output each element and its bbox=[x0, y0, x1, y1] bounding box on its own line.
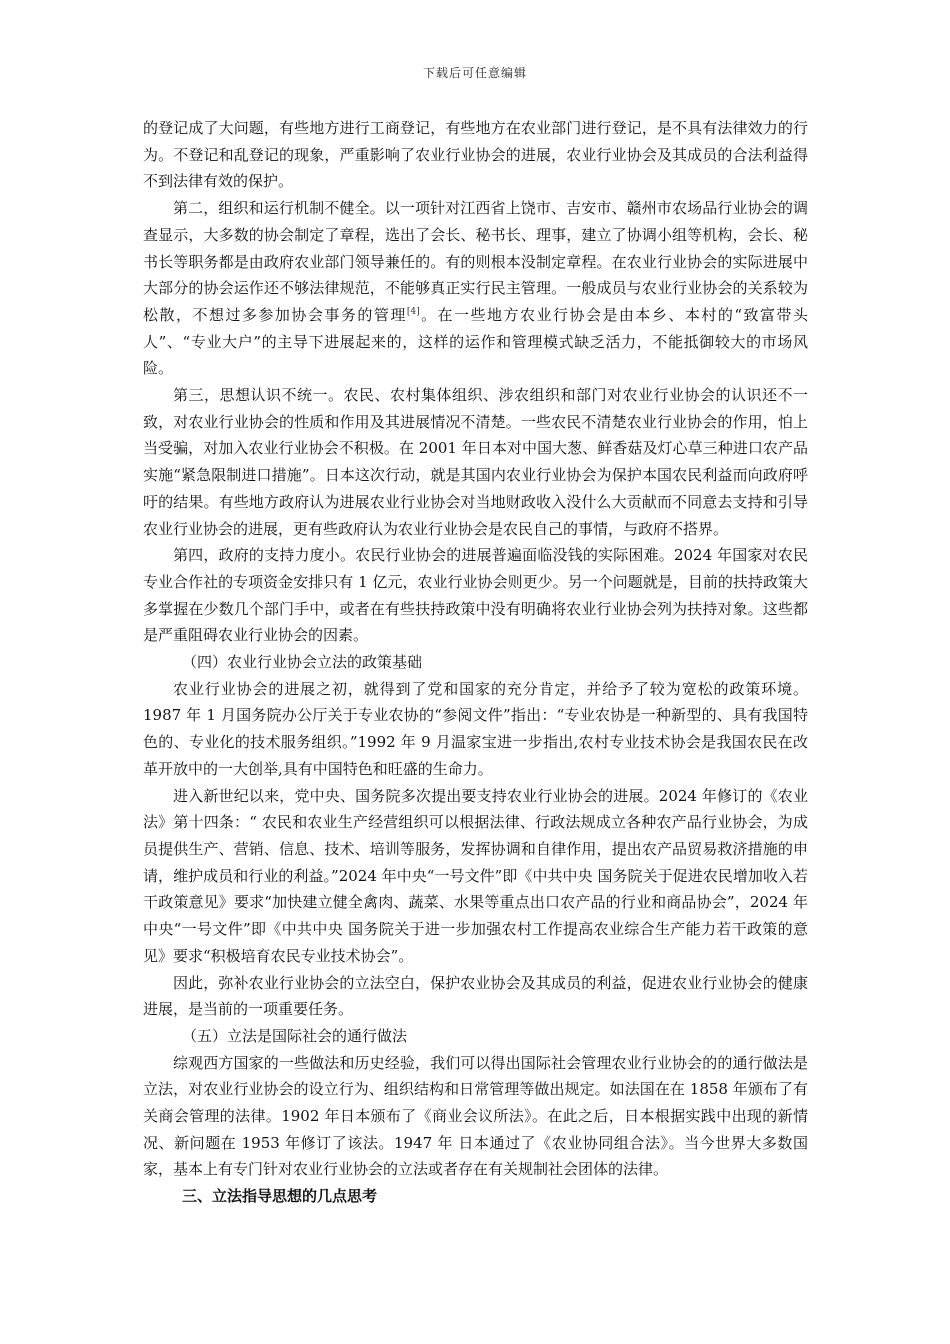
paragraph-policy-history: 农业行业协会的进展之初，就得到了党和国家的充分肯定，并给予了较为宽松的政策环境。1987 年 1 月国务院办公厅关于专业农协的“参阅文件”指出：“专业农协是一种新型的、具有我国特色的、专业化的技术服务组织。”1992 年 9 月温家宝进一步指出,农村专业技术协会是我国农民在改革开放中的一大创举,具有中国特色和旺盛的生命力。 bbox=[143, 679, 808, 778]
section-heading-three: 三、立法指导思想的几点思考 bbox=[182, 1187, 378, 1206]
paragraph-registration: 的登记成了大问题，有些地方进行工商登记，有些地方在农业部门进行登记，是不具有法律效力的行为。不登记和乱登记的现象，严重影响了农业行业协会的进展，农业行业协会及其成员的合法利益得不到法律有效的保护。 bbox=[143, 119, 808, 191]
paragraph-second-text-a: 第二，组织和运行机制不健全。以一项针对江西省上饶市、吉安市、赣州市农场品行业协会的调查显示，大多数的协会制定了章程，选出了会长、秘书长、理事，建立了协调小组等机构，会长、秘书长等职务都是由政府农业部门领导兼任的。有的则根本没制定章程。在农业行业协会的实际进展中大部分的协会运作还不够法律规范，不能够真正实行民主管理。一般成员与农业行业协会的关系较为松散，不想过多参加协会事务的管理 bbox=[143, 199, 808, 324]
page-header: 下载后可任意编辑 bbox=[422, 66, 527, 80]
subheading-policy-basis: （四）农业行业协会立法的政策基础 bbox=[182, 653, 423, 672]
paragraph-western-practice: 综观西方国家的一些做法和历史经验，我们可以得出国际社会管理农业行业协会的的通行做法是立法，对农业行业协会的设立行为、组织结构和日常管理等做出规定。如法国在在 1858 年颁布了有关商会管理的法律。1902 年日本颁布了《商业会议所法》。在此之后，日本根据实践中出现的新情况、新问题在 1953 年修订了该法。1947 年 日本通过了《农业协同组合法》。当今世界大多数国家，基本上有专门针对农业行业协会的立法或者存在有关规制社会团体的法律。 bbox=[143, 1053, 808, 1179]
citation-ref: [4] bbox=[406, 306, 420, 317]
paragraph-second-text-b: 。在一些地方农业行协会是由本乡、本村的“致富带头人”、“专业大户”的主导下进展起来的，这样的运作和管理模式缺乏活力，不能抵御较大的市场风险。 bbox=[143, 305, 808, 378]
paragraph-fourth-point: 第四，政府的支持力度小。农民行业协会的进展普遍面临没钱的实际困难。2024 年国家对农民专业合作社的专项资金安排只有 1 亿元，农业行业协会则更少。另一个问题就是，目前的扶持政策大多掌握在少数几个部门手中，或者在有些扶持政策中没有明确将农业行业协会列为扶持对象。这些都是严重阻碍农业行业协会的因素。 bbox=[143, 546, 808, 645]
paragraph-conclusion: 因此，弥补农业行业协会的立法空白，保护农业协会及其成员的利益，促进农业行业协会的健康进展，是当前的一项重要任务。 bbox=[143, 973, 808, 1019]
document-body bbox=[143, 115, 808, 1210]
subheading-international-practice: （五）立法是国际社会的通行做法 bbox=[182, 1026, 408, 1045]
paragraph-third-point: 第三，思想认识不统一。农民、农村集体组织、涉农组织和部门对农业行业协会的认识还不一致，对农业行业协会的性质和作用及其进展情况不清楚。一些农民不清楚农业行业协会的作用，怕上当受骗，对加入农业行业协会不积极。在 2001 年日本对中国大葱、鲜香菇及灯心草三种进口农产品实施“紧急限制进口措施”。日本这次行动，就是其国内农业行业协会为保护本国农民利益而向政府呼吁的结果。有些地方政府认为进展农业行业协会对当地财政收入没什么大贡献而不同意去支持和引导农业行业协会的进展，更有些政府认为农业行业协会是农民自己的事情，与政府不搭界。 bbox=[143, 386, 808, 538]
paragraph-new-century: 进入新世纪以来，党中央、国务院多次提出要支持农业行业协会的进展。2024 年修订的《农业法》第十四条：“ 农民和农业生产经营组织可以根据法律、行政法规成立各种农产品行业协会，为成员提供生产、营销、信息、技术、培训等服务，发挥协调和自律作用，提出农产品贸易救济措施的申请，维护成员和行业的利益。”2024 年中央“一号文件”即《中共中央 国务院关于促进农民增加收入若干政策意见》要求“加快建立健全禽肉、蔬菜、水果等重点出口农产品的行业和商品协会”，2024 年中央“一号文件”即《中共中央 国务院关于进一步加强农村工作提高农业综合生产能力若干政策的意见》要求“积极培育农民专业技术协会”。 bbox=[143, 786, 808, 965]
paragraph-second-point bbox=[143, 195, 808, 382]
